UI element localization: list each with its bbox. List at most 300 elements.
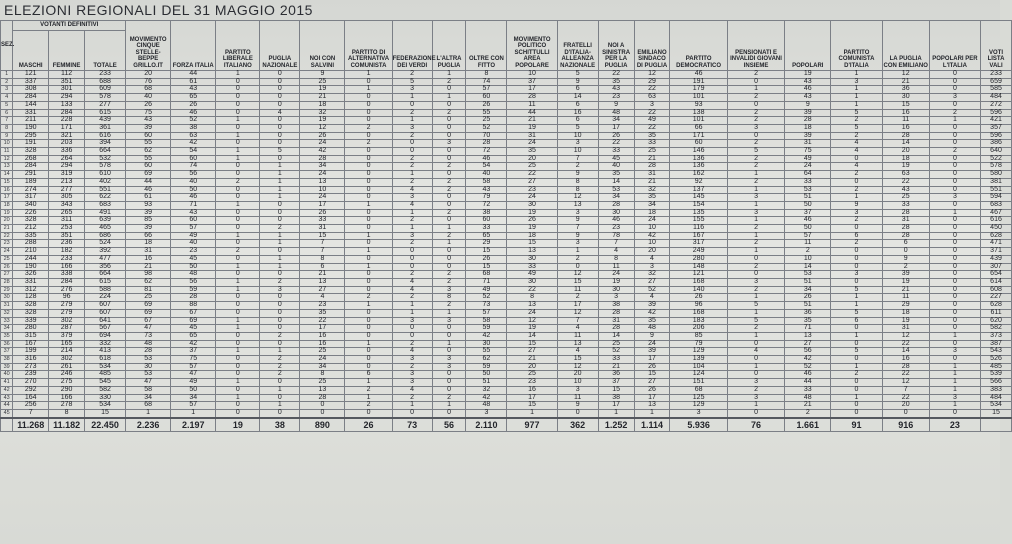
vote-cell: 279 (49, 302, 85, 310)
table-row (1, 340, 1012, 348)
vote-cell: 75 (785, 148, 831, 156)
vote-cell: 10 (300, 186, 345, 194)
vote-cell: 0 (260, 155, 300, 163)
vote-cell: 28 (598, 325, 634, 333)
table-row (1, 379, 1012, 387)
vote-cell: 8 (507, 294, 557, 302)
vote-cell: 421 (981, 117, 1012, 125)
vote-cell: 614 (981, 278, 1012, 286)
vote-cell: 28 (634, 163, 670, 171)
vote-cell: 3 (392, 124, 432, 132)
vote-cell: 4 (634, 294, 670, 302)
vote-cell: 1 (432, 309, 466, 317)
vote-cell: 55 (466, 348, 507, 356)
vote-cell: 191 (13, 140, 49, 148)
vote-cell: 21 (300, 271, 345, 279)
table-row (1, 78, 1012, 86)
vote-cell: 1 (216, 263, 260, 271)
table-row (1, 186, 1012, 194)
vote-cell: 7 (557, 317, 598, 325)
vote-cell: 43 (171, 86, 216, 94)
vote-cell: 37 (598, 379, 634, 387)
vote-cell: 6 (345, 371, 392, 379)
vote-cell: 8 (300, 371, 345, 379)
vote-cell: 11 (507, 101, 557, 109)
vote-cell: 65 (466, 232, 507, 240)
vote-cell: 22 (634, 124, 670, 132)
vote-cell: 4 (392, 286, 432, 294)
vote-cell: 71 (466, 278, 507, 286)
vote-cell: 38 (466, 209, 507, 217)
vote-cell: 0 (929, 78, 980, 86)
vote-cell: 1 (727, 309, 784, 317)
vote-cell: 0 (216, 109, 260, 117)
vote-cell: 3 (727, 209, 784, 217)
vote-cell: 0 (929, 409, 980, 417)
vote-cell: 25 (466, 117, 507, 125)
vote-cell: 43 (466, 186, 507, 194)
vote-cell: 2 (392, 394, 432, 402)
vote-cell: 1 (345, 86, 392, 94)
vote-cell: 386 (981, 140, 1012, 148)
vote-cell: 10 (634, 240, 670, 248)
col-header-popolari-italia: POPOLARI PER L'ITALIA (929, 21, 980, 71)
vote-cell: 2 (392, 240, 432, 248)
vote-cell: 0 (216, 332, 260, 340)
section-number-cell: 19 (1, 209, 13, 217)
vote-cell: 351 (49, 232, 85, 240)
vote-cell: 0 (432, 379, 466, 387)
vote-cell: 1 (557, 248, 598, 256)
vote-cell: 0 (216, 94, 260, 102)
vote-cell: 0 (345, 240, 392, 248)
vote-cell: 39 (882, 271, 929, 279)
vote-cell: 22 (882, 340, 929, 348)
vote-cell: 381 (981, 178, 1012, 186)
vote-cell: 379 (49, 332, 85, 340)
vote-cell: 28 (300, 155, 345, 163)
table-row (1, 232, 1012, 240)
section-number-cell: 39 (1, 363, 13, 371)
vote-cell: 59 (466, 363, 507, 371)
vote-cell: 1 (345, 394, 392, 402)
vote-cell: 46 (785, 86, 831, 94)
vote-cell: 32 (300, 109, 345, 117)
vote-cell: 288 (13, 240, 49, 248)
vote-cell: 22 (882, 394, 929, 402)
vote-cell: 2 (392, 155, 432, 163)
vote-cell: 273 (13, 363, 49, 371)
vote-cell: 0 (300, 409, 345, 417)
section-number-cell: 31 (1, 302, 13, 310)
vote-cell: 3 (831, 209, 882, 217)
vote-cell: 135 (670, 209, 727, 217)
vote-cell: 0 (216, 402, 260, 410)
vote-cell: 0 (831, 225, 882, 233)
vote-cell: 85 (670, 332, 727, 340)
vote-cell: 302 (49, 356, 85, 364)
vote-cell: 34 (126, 394, 171, 402)
vote-cell: 0 (260, 379, 300, 387)
vote-cell: 0 (345, 325, 392, 333)
vote-cell: 628 (981, 232, 1012, 240)
vote-cell: 112 (49, 71, 85, 79)
vote-cell: 60 (171, 217, 216, 225)
vote-cell: 32 (466, 386, 507, 394)
table-row (1, 155, 1012, 163)
vote-cell: 69 (126, 302, 171, 310)
vote-cell: 183 (670, 317, 727, 325)
section-number-cell: 3 (1, 86, 13, 94)
vote-cell: 249 (670, 248, 727, 256)
table-row (1, 178, 1012, 186)
vote-cell: 24 (598, 271, 634, 279)
vote-cell: 0 (345, 117, 392, 125)
vote-cell: 17 (634, 356, 670, 364)
vote-cell: 10 (785, 255, 831, 263)
vote-cell: 24 (300, 171, 345, 179)
vote-cell: 25 (507, 163, 557, 171)
vote-cell: 25 (300, 379, 345, 387)
vote-cell: 15 (507, 402, 557, 410)
vote-cell: 294 (49, 94, 85, 102)
vote-cell: 317 (670, 240, 727, 248)
vote-cell: 0 (345, 286, 392, 294)
col-header-emiliano-sindaco: EMILIANO SINDACO DI PUGLIA (634, 21, 670, 71)
vote-cell: 1 (929, 379, 980, 387)
vote-cell: 21 (785, 402, 831, 410)
vote-cell: 2 (727, 140, 784, 148)
vote-cell: 253 (49, 225, 85, 233)
vote-cell: 5 (831, 286, 882, 294)
table-row (1, 371, 1012, 379)
vote-cell: 60 (466, 94, 507, 102)
vote-cell: 23 (171, 248, 216, 256)
vote-cell: 17 (507, 86, 557, 94)
vote-cell: 43 (882, 186, 929, 194)
vote-cell: 641 (85, 317, 126, 325)
section-number-cell: 6 (1, 109, 13, 117)
vote-cell: 0 (929, 340, 980, 348)
vote-cell: 22 (598, 71, 634, 79)
vote-cell: 1 (727, 402, 784, 410)
vote-cell: 46 (785, 217, 831, 225)
section-number-cell: 10 (1, 140, 13, 148)
vote-cell: 21 (882, 78, 929, 86)
vote-cell: 0 (345, 356, 392, 364)
vote-cell: 214 (49, 348, 85, 356)
vote-cell: 4 (727, 348, 784, 356)
col-header-puglia-nazionale: PUGLIA NAZIONALE (260, 21, 300, 71)
vote-cell: 98 (126, 271, 171, 279)
vote-cell: 14 (598, 332, 634, 340)
vote-cell: 2 (392, 217, 432, 225)
vote-cell: 2 (831, 371, 882, 379)
vote-cell: 6 (557, 86, 598, 94)
vote-cell: 121 (670, 271, 727, 279)
vote-cell: 96 (670, 302, 727, 310)
vote-cell: 2 (831, 240, 882, 248)
vote-cell: 611 (981, 309, 1012, 317)
vote-cell: 190 (13, 263, 49, 271)
vote-cell: 49 (171, 379, 216, 387)
vote-cell: 78 (598, 232, 634, 240)
vote-cell: 1 (727, 217, 784, 225)
vote-cell: 17 (634, 394, 670, 402)
vote-cell: 311 (49, 217, 85, 225)
vote-cell: 0 (929, 309, 980, 317)
vote-cell: 2 (785, 409, 831, 417)
vote-cell: 0 (929, 255, 980, 263)
vote-cell: 65 (171, 332, 216, 340)
vote-cell: 30 (507, 278, 557, 286)
vote-cell: 24 (507, 140, 557, 148)
vote-cell: 3 (727, 379, 784, 387)
vote-cell: 0 (260, 294, 300, 302)
vote-cell: 1 (345, 263, 392, 271)
vote-cell: 0 (345, 148, 392, 156)
vote-cell: 44 (171, 71, 216, 79)
vote-cell: 15 (882, 101, 929, 109)
vote-cell: 294 (49, 163, 85, 171)
vote-cell: 0 (432, 248, 466, 256)
vote-cell: 104 (670, 363, 727, 371)
vote-cell: 40 (171, 240, 216, 248)
vote-cell: 19 (507, 225, 557, 233)
vote-cell: 92 (670, 178, 727, 186)
vote-cell: 29 (634, 78, 670, 86)
vote-cell: 9 (634, 332, 670, 340)
vote-cell: 5 (727, 317, 784, 325)
vote-cell: 57 (171, 363, 216, 371)
vote-cell: 13 (634, 402, 670, 410)
vote-cell: 55 (466, 109, 507, 117)
vote-cell: 25 (300, 78, 345, 86)
vote-cell: 2 (345, 124, 392, 132)
vote-cell: 224 (85, 294, 126, 302)
vote-cell: 1 (216, 155, 260, 163)
vote-cell: 1 (260, 255, 300, 263)
vote-cell: 36 (882, 86, 929, 94)
vote-cell: 683 (981, 201, 1012, 209)
vote-cell: 1 (216, 201, 260, 209)
vote-cell: 0 (929, 325, 980, 333)
vote-cell: 88 (171, 302, 216, 310)
vote-cell: 1 (260, 163, 300, 171)
vote-cell: 24 (507, 194, 557, 202)
table-row (1, 363, 1012, 371)
vote-cell: 79 (466, 194, 507, 202)
col-header-forza-italia: FORZA ITALIA (171, 21, 216, 71)
vote-cell: 101 (670, 94, 727, 102)
vote-cell: 331 (13, 278, 49, 286)
vote-cell: 582 (981, 325, 1012, 333)
table-row (1, 309, 1012, 317)
vote-cell: 1 (831, 302, 882, 310)
vote-cell: 0 (260, 132, 300, 140)
vote-cell: 1 (831, 94, 882, 102)
vote-cell: 2 (727, 325, 784, 333)
vote-cell: 5 (727, 302, 784, 310)
vote-cell: 2 (882, 263, 929, 271)
vote-cell: 1 (260, 186, 300, 194)
vote-cell: 133 (49, 101, 85, 109)
vote-cell: 2 (345, 140, 392, 148)
vote-cell: 339 (13, 317, 49, 325)
vote-cell: 0 (260, 94, 300, 102)
vote-cell: 0 (216, 171, 260, 179)
vote-cell: 56 (171, 278, 216, 286)
vote-cell: 168 (670, 278, 727, 286)
vote-cell: 0 (727, 409, 784, 417)
vote-cell: 0 (432, 201, 466, 209)
vote-cell: 0 (260, 340, 300, 348)
vote-cell: 18 (882, 309, 929, 317)
section-number-cell: 12 (1, 155, 13, 163)
vote-cell: 439 (85, 117, 126, 125)
vote-cell: 2 (557, 255, 598, 263)
vote-cell: 1 (831, 394, 882, 402)
vote-cell: 71 (171, 201, 216, 209)
vote-cell: 71 (785, 325, 831, 333)
col-header-m5s: MOVIMENTO CINQUE STELLE- BEPPE GRILLO.IT (126, 21, 171, 71)
vote-cell: 68 (126, 402, 171, 410)
vote-cell: 21 (634, 155, 670, 163)
vote-cell: 25 (634, 148, 670, 156)
vote-cell: 19 (882, 317, 929, 325)
table-row (1, 255, 1012, 263)
vote-cell: 0 (432, 194, 466, 202)
vote-cell: 3 (557, 240, 598, 248)
table-row (1, 263, 1012, 271)
vote-cell: 171 (49, 124, 85, 132)
vote-cell: 12 (882, 332, 929, 340)
vote-cell: 336 (49, 148, 85, 156)
vote-cell: 3 (392, 86, 432, 94)
vote-cell: 22 (882, 178, 929, 186)
vote-cell: 0 (260, 201, 300, 209)
vote-cell: 2 (727, 263, 784, 271)
vote-cell: 7 (557, 225, 598, 233)
voters-group-header: VOTANTI DEFINITIVI (13, 21, 126, 31)
vote-cell: 0 (216, 217, 260, 225)
vote-cell: 0 (831, 255, 882, 263)
vote-cell: 11 (557, 394, 598, 402)
vote-cell: 14 (557, 94, 598, 102)
table-row (1, 356, 1012, 364)
vote-cell: 15 (507, 240, 557, 248)
vote-cell: 15 (634, 371, 670, 379)
vote-cell: 44 (126, 178, 171, 186)
vote-cell: 28 (882, 132, 929, 140)
vote-cell: 1 (634, 409, 670, 417)
vote-cell: 66 (126, 232, 171, 240)
vote-cell: 1 (216, 394, 260, 402)
vote-cell: 51 (785, 302, 831, 310)
vote-cell: 3 (432, 356, 466, 364)
results-table (0, 20, 1012, 432)
vote-cell: 1 (727, 232, 784, 240)
section-number-cell: 38 (1, 356, 13, 364)
vote-cell: 307 (981, 263, 1012, 271)
vote-cell: 50 (171, 263, 216, 271)
vote-cell: 1 (929, 386, 980, 394)
vote-cell: 1 (216, 317, 260, 325)
vote-cell: 2 (432, 271, 466, 279)
vote-cell: 69 (126, 309, 171, 317)
vote-cell: 2 (432, 394, 466, 402)
vote-cell: 13 (785, 332, 831, 340)
vote-cell: 10 (557, 132, 598, 140)
vote-cell: 9 (831, 201, 882, 209)
vote-cell: 22 (882, 371, 929, 379)
vote-cell: 0 (216, 271, 260, 279)
vote-cell: 0 (216, 78, 260, 86)
table-row (1, 348, 1012, 356)
vote-cell: 2 (432, 209, 466, 217)
vote-cell: 551 (85, 186, 126, 194)
vote-cell: 615 (85, 278, 126, 286)
vote-cell: 25 (598, 340, 634, 348)
vote-cell: 0 (345, 78, 392, 86)
table-row (1, 394, 1012, 402)
vote-cell: 19 (507, 209, 557, 217)
section-number-cell: 16 (1, 186, 13, 194)
vote-cell: 33 (507, 263, 557, 271)
vote-cell: 35 (507, 148, 557, 156)
vote-cell: 213 (49, 178, 85, 186)
vote-cell: 59 (171, 286, 216, 294)
vote-cell: 167 (13, 340, 49, 348)
vote-cell: 43 (598, 86, 634, 94)
vote-cell: 357 (981, 124, 1012, 132)
vote-cell: 534 (85, 402, 126, 410)
vote-cell: 0 (432, 263, 466, 271)
vote-cell: 0 (929, 263, 980, 271)
vote-cell: 81 (126, 286, 171, 294)
vote-cell: 35 (634, 132, 670, 140)
table-row (1, 86, 1012, 94)
total-cell: 91 (831, 418, 882, 432)
vote-cell: 26 (466, 255, 507, 263)
vote-cell: 34 (300, 163, 345, 171)
vote-cell: 17 (507, 394, 557, 402)
vote-cell: 246 (49, 371, 85, 379)
vote-cell: 46 (670, 71, 727, 79)
vote-cell: 49 (466, 286, 507, 294)
vote-cell: 0 (882, 409, 929, 417)
vote-cell: 93 (126, 201, 171, 209)
vote-cell: 33 (598, 148, 634, 156)
vote-cell: 7 (882, 386, 929, 394)
vote-cell: 26 (466, 101, 507, 109)
vote-cell: 8 (557, 178, 598, 186)
vote-cell: 6 (557, 101, 598, 109)
vote-cell: 23 (507, 379, 557, 387)
vote-cell: 0 (260, 124, 300, 132)
vote-cell: 3 (557, 140, 598, 148)
vote-cell: 40 (598, 163, 634, 171)
vote-cell: 0 (216, 409, 260, 417)
vote-cell: 21 (598, 363, 634, 371)
section-number-cell: 20 (1, 217, 13, 225)
vote-cell: 48 (634, 325, 670, 333)
vote-cell: 0 (432, 148, 466, 156)
vote-cell: 7 (598, 240, 634, 248)
vote-cell: 0 (345, 317, 392, 325)
vote-cell: 30 (507, 201, 557, 209)
section-number-cell: 2 (1, 78, 13, 86)
